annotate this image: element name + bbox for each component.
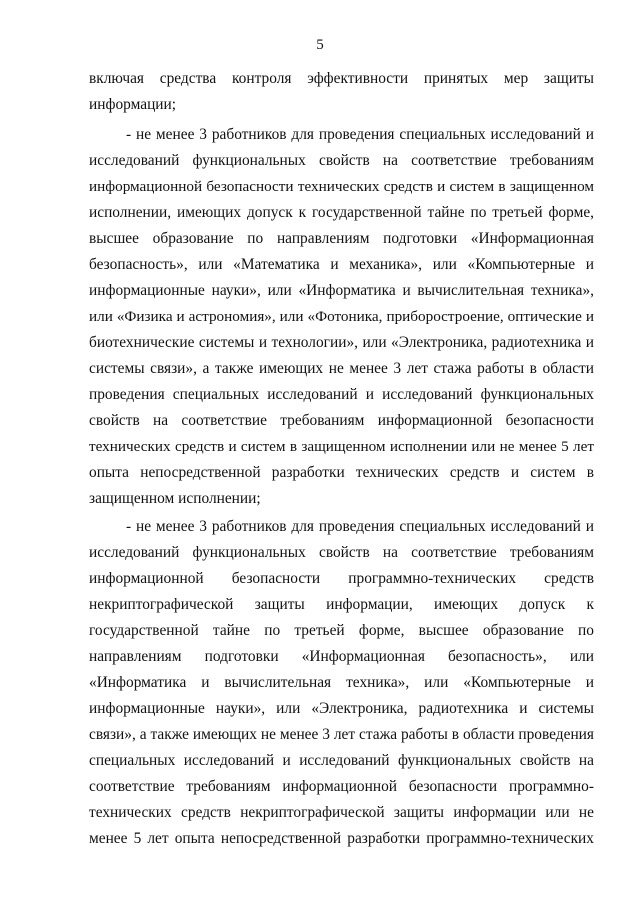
text-line: соответствие требованиям информационной безопасности программно- <box>89 778 594 795</box>
text-line: свойств на соответствие требованиям информационной безопасности <box>89 412 594 429</box>
text-line: технических средств некриптографической защиты информации или не <box>89 804 594 821</box>
text-line: связи», а также имеющих не менее 3 лет стажа работы в области проведения <box>89 726 594 743</box>
text-line: информационной безопасности технических средств и систем в защищенном <box>89 178 594 195</box>
text-line: направлениям подготовки «Информационная безопасность», или <box>89 648 594 665</box>
text-line: включая средства контроля эффективности принятых мер защиты <box>89 70 594 87</box>
text-line: системы связи», а также имеющих не менее 3 лет стажа работы в области <box>89 360 594 377</box>
text-line: проведения специальных исследований и исследований функциональных <box>89 386 594 403</box>
text-line: информации; <box>89 96 177 113</box>
text-line: защищенном исполнении; <box>89 490 261 507</box>
text-line: биотехнические системы и технологии», или «Электроника, радиотехника и <box>89 334 594 351</box>
text-line: некриптографической защиты информации, имеющих допуск к <box>89 596 594 613</box>
text-line: высшее образование по направлениям подготовки «Информационная <box>89 230 594 247</box>
text-line: государственной тайне по третьей форме, высшее образование по <box>89 622 594 639</box>
text-line: информационные науки», или «Информатика и вычислительная техника», <box>89 282 594 299</box>
page-number: 5 <box>316 37 324 53</box>
text-line: «Информатика и вычислительная техника», или «Компьютерные и <box>89 674 594 691</box>
text-line: опыта непосредственной разработки технических средств и систем в <box>89 464 594 481</box>
text-line: исполнении, имеющих допуск к государственной тайне по третьей форме, <box>89 204 594 221</box>
text-line: безопасность», или «Математика и механика», или «Компьютерные и <box>89 256 594 273</box>
text-line: исследований функциональных свойств на соответствие требованиям <box>89 152 594 169</box>
text-line: специальных исследований и исследований функциональных свойств на <box>89 752 594 769</box>
text-line: исследований функциональных свойств на соответствие требованиям <box>89 544 594 561</box>
text-line: технических средств и систем в защищенном исполнении или не менее 5 лет <box>89 438 594 455</box>
text-line: или «Физика и астрономия», или «Фотоника, приборостроение, оптические и <box>89 308 594 325</box>
text-line: - не менее 3 работников для проведения специальных исследований и <box>126 518 594 535</box>
text-line: информационные науки», или «Электроника, радиотехника и системы <box>89 700 594 717</box>
text-line: информационной безопасности программно-технических средств <box>89 570 594 587</box>
text-line: менее 5 лет опыта непосредственной разработки программно-технических <box>89 830 594 847</box>
text-line: - не менее 3 работников для проведения специальных исследований и <box>126 126 594 143</box>
